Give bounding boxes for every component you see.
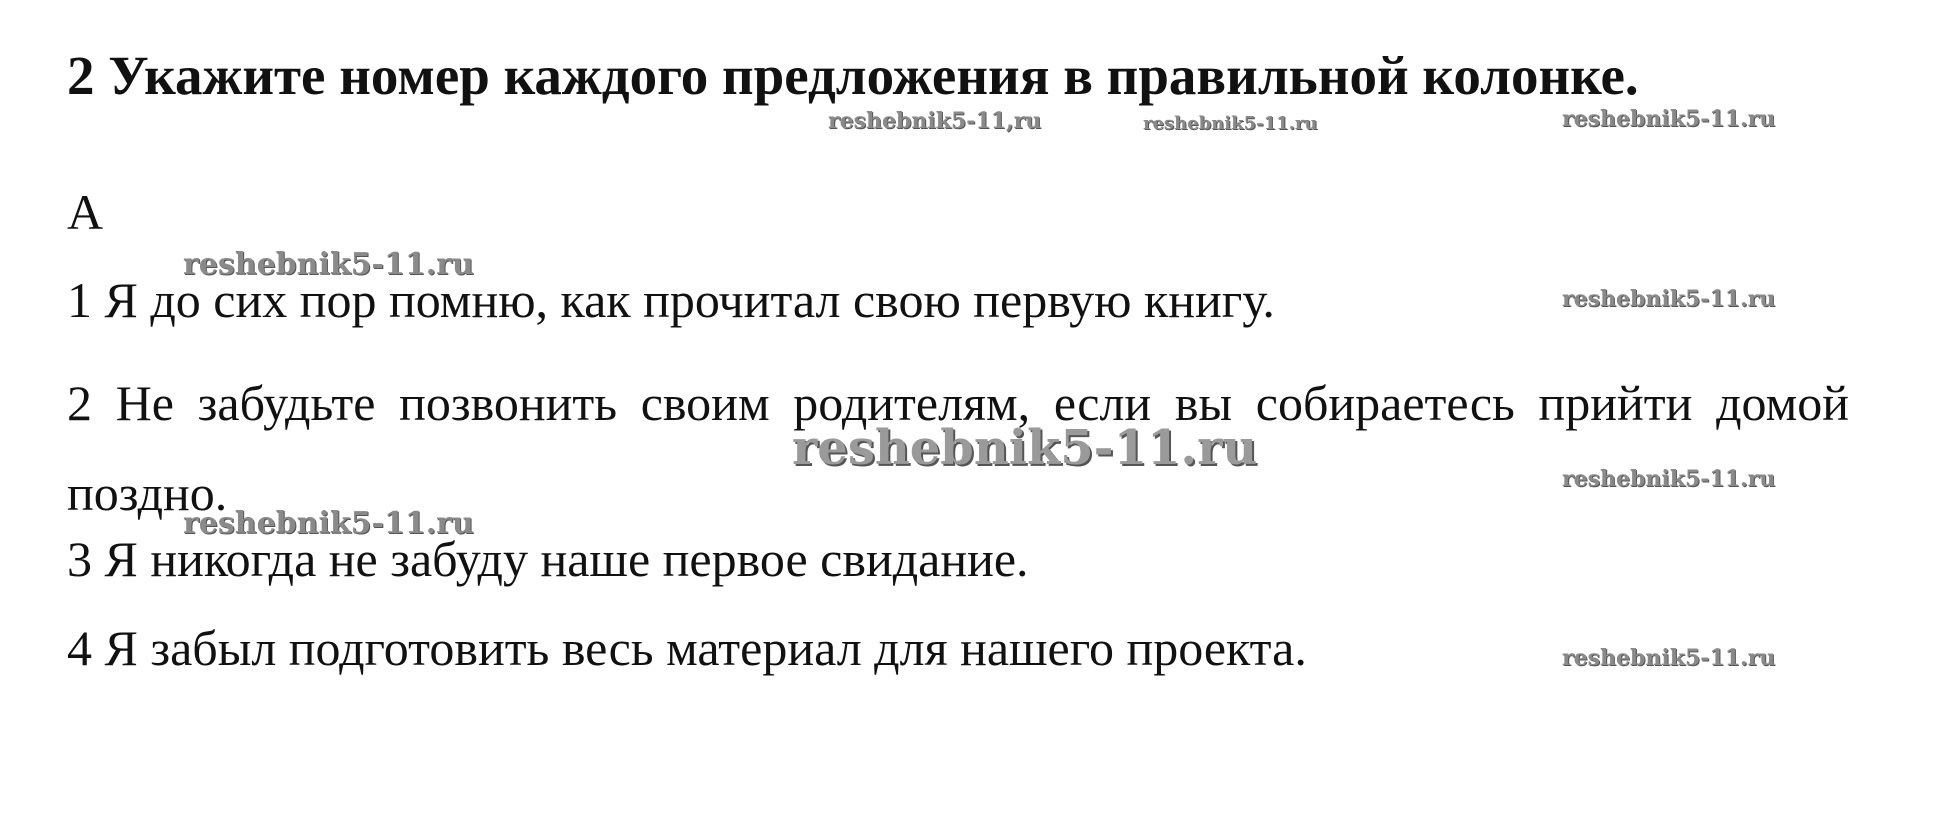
watermark: reshebnik5-11.ru <box>792 420 1258 476</box>
sentence-2: 2 Не забудьте позвонить своим родителям, если вы собираетесь прийти домой поздно. <box>67 375 1849 521</box>
watermark: reshebnik5-11.ru <box>1562 645 1776 671</box>
watermark: reshebnik5-11,ru <box>828 108 1042 134</box>
watermark: reshebnik5-11.ru <box>1562 286 1776 312</box>
sentence-4: 4 Я забыл подготовить весь материал для нашего проекта. <box>67 620 1307 676</box>
watermark: reshebnik5-11.ru <box>183 506 474 541</box>
column-label: A <box>67 184 104 240</box>
exercise-heading: 2 Укажите номер каждого предложения в правильной колонке. <box>67 45 1639 106</box>
watermark: reshebnik5-11.ru <box>1562 106 1776 132</box>
sentence-1: 1 Я до сих пор помню, как прочитал свою первую книгу. <box>67 272 1275 328</box>
watermark: reshebnik5-11.ru <box>183 247 474 282</box>
watermark: reshebnik5-11.ru <box>1143 113 1318 134</box>
watermark: reshebnik5-11.ru <box>1562 466 1776 492</box>
sentence-3: 3 Я никогда не забуду наше первое свидание. <box>67 531 1029 587</box>
